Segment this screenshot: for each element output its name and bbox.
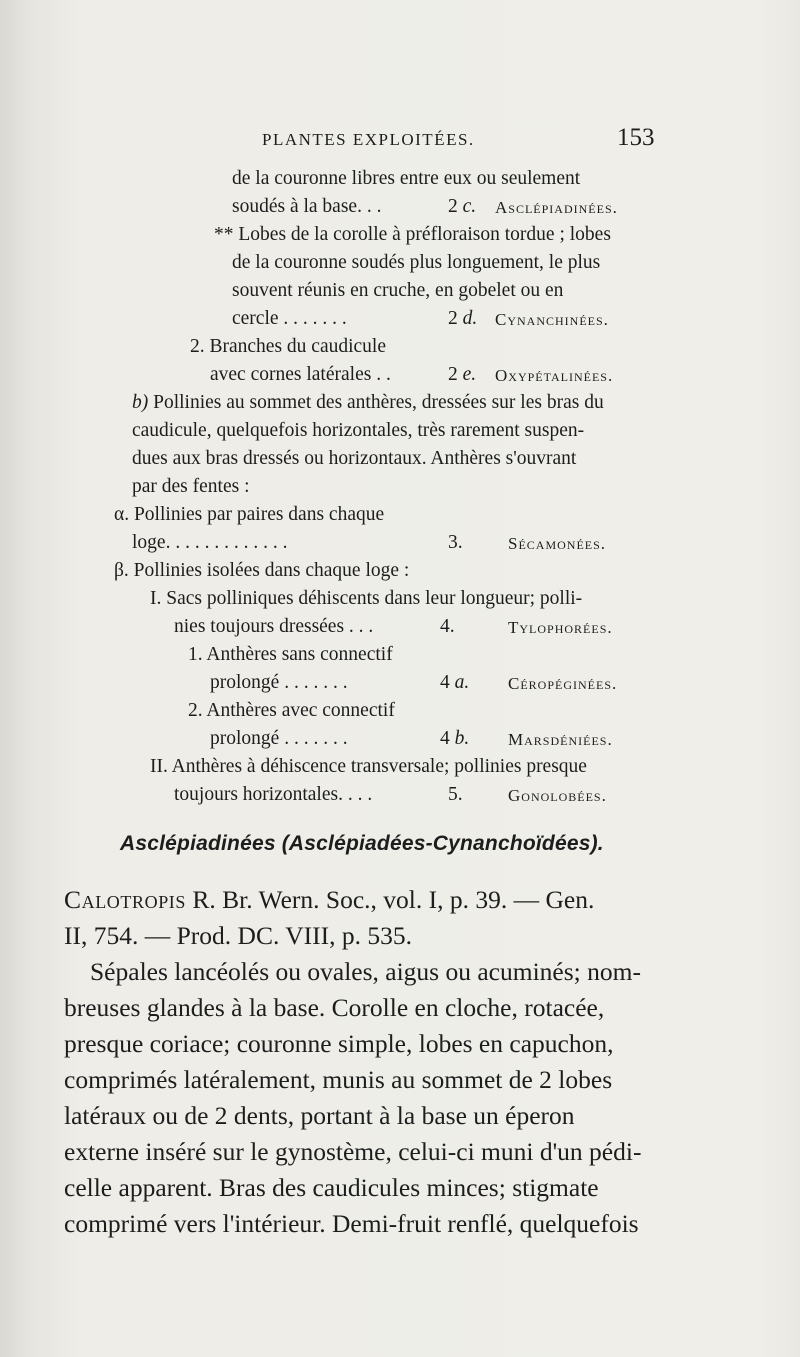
key-line: caudicule, quelquefois horizontales, très rarement suspen- [132, 420, 585, 441]
tribe-name: Asclépiadinées. [495, 198, 618, 217]
body-line: comprimé vers l'intérieur. Demi-fruit renflé, quelquefois [64, 1209, 639, 1238]
key-line: nies toujours dressées . . . [174, 616, 374, 637]
key-ref: 4 a. [440, 672, 470, 693]
body-line: II, 754. — Prod. DC. VIII, p. 535. [64, 921, 413, 950]
body-line: latéraux ou de 2 dents, portant à la base un éperon [64, 1101, 575, 1130]
body-line: celle apparent. Bras des caudicules minces; stigmate [64, 1173, 599, 1202]
key-ref: 2 d. [448, 308, 478, 329]
key-ref: 3. [448, 532, 463, 553]
key-line: 1. Anthères sans connectif [188, 644, 393, 665]
key-line: souvent réunis en cruche, en gobelet ou en [232, 280, 564, 301]
key-line: prolongé . . . . . . . [210, 672, 348, 693]
key-line: b) Pollinies au sommet des anthères, dressées sur les bras du [132, 392, 604, 413]
page-number: 153 [617, 124, 655, 151]
body-line: Calotropis R. Br. Wern. Soc., vol. I, p. 39. — Gen. [64, 885, 595, 914]
body-line: breuses glandes à la base. Corolle en cloche, rotacée, [64, 993, 605, 1022]
key-ref: 4. [440, 616, 455, 637]
key-line: par des fentes : [132, 476, 250, 497]
tribe-name: Sécamonées. [508, 534, 607, 553]
key-line: avec cornes latérales . . [210, 364, 391, 385]
key-ref: 2 e. [448, 364, 477, 385]
body-line: externe inséré sur le gynostème, celui-ci muni d'un pédi- [64, 1137, 642, 1166]
key-line: prolongé . . . . . . . [210, 728, 348, 749]
tribe-name: Gonolobées. [508, 786, 607, 805]
key-line: β. Pollinies isolées dans chaque loge : [114, 560, 410, 581]
tribe-name: Oxypétalinées. [495, 366, 614, 385]
key-line: toujours horizontales. . . . [174, 784, 373, 805]
key-ref: 5. [448, 784, 463, 805]
key-line: 2. Anthères avec connectif [188, 700, 395, 721]
body-line: presque coriace; couronne simple, lobes en capuchon, [64, 1029, 614, 1058]
key-line: loge. . . . . . . . . . . . . [132, 532, 288, 553]
key-line: dues aux bras dressés ou horizontaux. Anthères s'ouvrant [132, 448, 577, 469]
key-line: de la couronne libres entre eux ou seulement [232, 168, 581, 189]
tribe-name: Marsdéniées. [508, 730, 613, 749]
body-line: comprimés latéralement, munis au sommet de 2 lobes [64, 1065, 613, 1094]
key-line: ** Lobes de la corolle à préfloraison tordue ; lobes [214, 224, 611, 245]
key-line: soudés à la base. . . [232, 196, 382, 217]
key-line: de la couronne soudés plus longuement, le plus [232, 252, 601, 273]
tribe-name: Tylophorées. [508, 618, 613, 637]
running-head: PLANTES EXPLOITÉES. [262, 130, 475, 149]
section-title: Asclépiadinées (Asclépiadées-Cynanchoïdées). [120, 832, 604, 855]
body-line: Sépales lancéolés ou ovales, aigus ou acuminés; nom- [90, 957, 641, 986]
tribe-name: Céropéginées. [508, 674, 618, 693]
key-line: II. Anthères à déhiscence transversale; pollinies presque [150, 756, 587, 777]
key-ref: 4 b. [440, 728, 470, 749]
key-line: I. Sacs polliniques déhiscents dans leur longueur; polli- [150, 588, 583, 609]
key-line: α. Pollinies par paires dans chaque [114, 504, 385, 525]
key-ref: 2 c. [448, 196, 477, 217]
key-line: 2. Branches du caudicule [190, 336, 387, 357]
tribe-name: Cynanchinées. [495, 310, 609, 329]
key-line: cercle . . . . . . . [232, 308, 347, 329]
